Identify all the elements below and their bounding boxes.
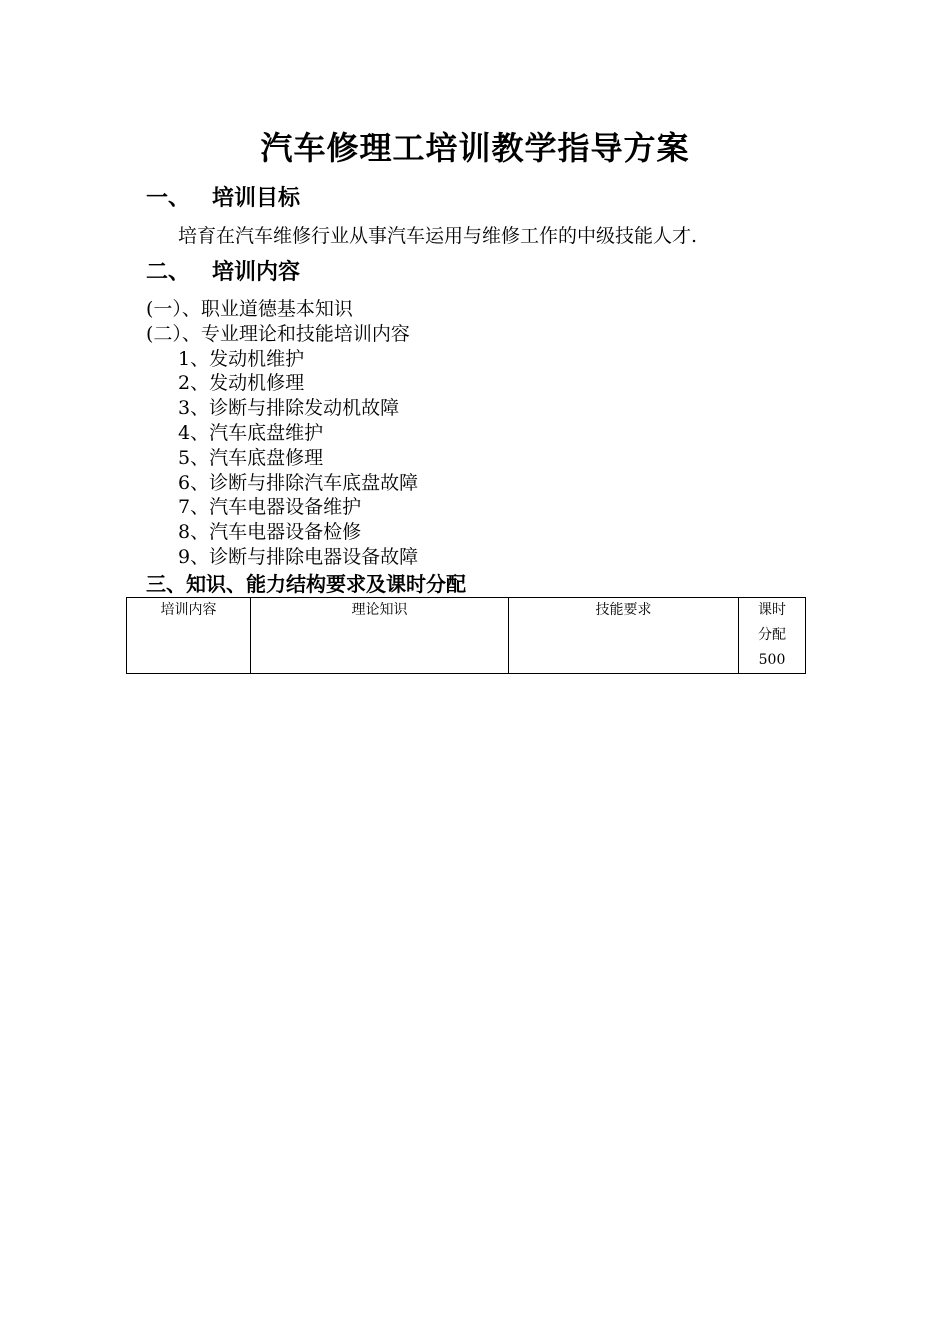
training-content-list (146, 297, 418, 570)
list-item: 5、汽车底盘修理 (178, 446, 324, 469)
list-item: 1、发动机维护 (178, 347, 305, 370)
list-item: 7、汽车电器设备维护 (178, 496, 362, 519)
list-item: 6、诊断与排除汽车底盘故障 (178, 471, 419, 494)
section-heading-structure-hours: 三、知识、能力结构要求及课时分配 (146, 572, 466, 596)
table-cell-hours (739, 598, 806, 674)
section-number: 二、 (146, 260, 191, 285)
hours-total-value: 500 (758, 652, 786, 668)
list-item: 8、汽车电器设备检修 (178, 521, 362, 544)
list-item: 3、诊断与排除发动机故障 (178, 397, 400, 420)
column-header-line: 分配 (758, 627, 786, 643)
table-row (127, 598, 806, 674)
list-item: 2、发动机修理 (178, 372, 305, 395)
column-header: 培训内容 (160, 602, 217, 618)
section-title: 培训目标 (212, 186, 301, 211)
section-number: 一、 (146, 186, 191, 211)
section-heading-training-content (146, 258, 300, 288)
table-cell-theory (251, 598, 509, 674)
column-header-line: 课时 (758, 602, 786, 618)
list-item: 4、汽车底盘维护 (178, 421, 324, 444)
section-heading-training-goal (146, 184, 300, 214)
training-goal-text: 培育在汽车维修行业从事汽车运用与维修工作的中级技能人才. (178, 225, 698, 247)
column-header: 理论知识 (351, 602, 408, 618)
document-title: 汽车修理工培训教学指导方案 (260, 129, 690, 167)
column-header: 技能要求 (595, 602, 652, 618)
list-item: 9、诊断与排除电器设备故障 (178, 545, 419, 568)
hours-allocation-table (126, 597, 806, 674)
table-cell-skills (509, 598, 739, 674)
section-title: 培训内容 (212, 260, 301, 285)
list-item: (二）、专业理论和技能培训内容 (146, 322, 410, 345)
table-cell-training-content (127, 598, 251, 674)
list-item: (一）、职业道德基本知识 (146, 298, 353, 320)
